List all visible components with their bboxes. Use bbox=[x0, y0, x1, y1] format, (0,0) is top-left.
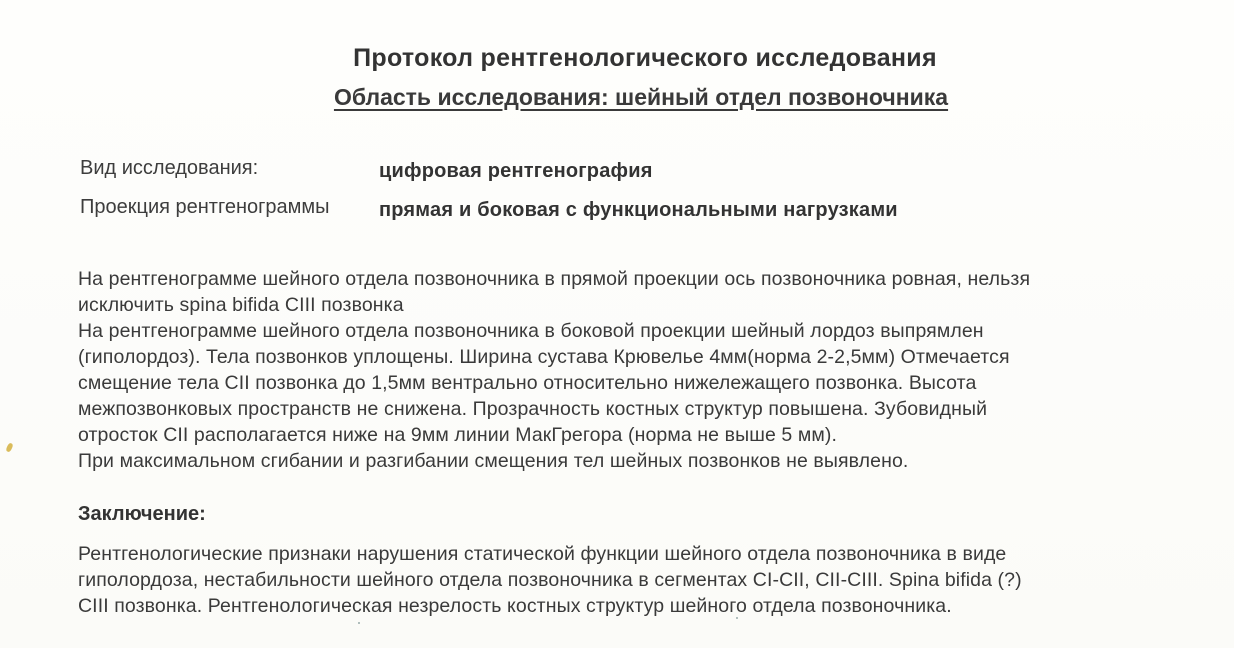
examination-area-heading: Область исследования: шейный отдел позвоночника bbox=[333, 84, 949, 110]
findings-line: межпозвонковых пространств не снижена. Прозрачность костных структур повышена. Зубовидный bbox=[78, 398, 988, 420]
findings-description bbox=[78, 266, 1228, 474]
findings-line: На рентгенограмме шейного отдела позвоночника в прямой проекции ось позвоночника ровная, нельзя bbox=[78, 268, 1031, 290]
findings-line: смещение тела CII позвонка до 1,5мм вентрально относительно нижележащего позвонка. Высота bbox=[78, 372, 977, 394]
scan-dust-dot bbox=[358, 622, 360, 624]
scan-dust-dot bbox=[736, 617, 738, 619]
exam-type-label: Вид исследования: bbox=[80, 157, 259, 179]
findings-line: (гиполордоз). Тела позвонков уплощены. Ширина сустава Крювелье 4мм(норма 2-2,5мм) Отмечается bbox=[78, 346, 1010, 368]
document-title: Протокол рентгенологического исследования bbox=[353, 44, 937, 72]
exam-type-value: цифровая рентгенография bbox=[379, 160, 653, 182]
projection-label: Проекция рентгенограммы bbox=[80, 196, 330, 218]
findings-line: На рентгенограмме шейного отдела позвоночника в боковой проекции шейный лордоз выпрямлен bbox=[78, 320, 984, 342]
projection-value: прямая и боковая с функциональными нагрузками bbox=[379, 199, 898, 221]
conclusion-line: CIII позвонка. Рентгенологическая незрелость костных структур шейного отдела позвоночника. bbox=[78, 595, 952, 617]
conclusion-line: Рентгенологические признаки нарушения статической функции шейного отдела позвоночника в виде bbox=[78, 543, 1007, 565]
findings-line: исключить spina bifida CIII позвонка bbox=[78, 294, 404, 316]
findings-line: При максимальном сгибании и разгибании смещения тел шейных позвонков не выявлено. bbox=[78, 450, 909, 472]
conclusion-text bbox=[78, 541, 1228, 619]
findings-line: отросток CII располагается ниже на 9мм линии МакГрегора (норма не выше 5 мм). bbox=[78, 424, 838, 446]
scan-ink-speck bbox=[5, 442, 13, 452]
conclusion-line: гиполордоза, нестабильности шейного отдела позвоночника в сегментах CI-CII, CII-CIII. Spina bifida (?) bbox=[78, 569, 1022, 591]
conclusion-heading: Заключение: bbox=[78, 503, 206, 525]
